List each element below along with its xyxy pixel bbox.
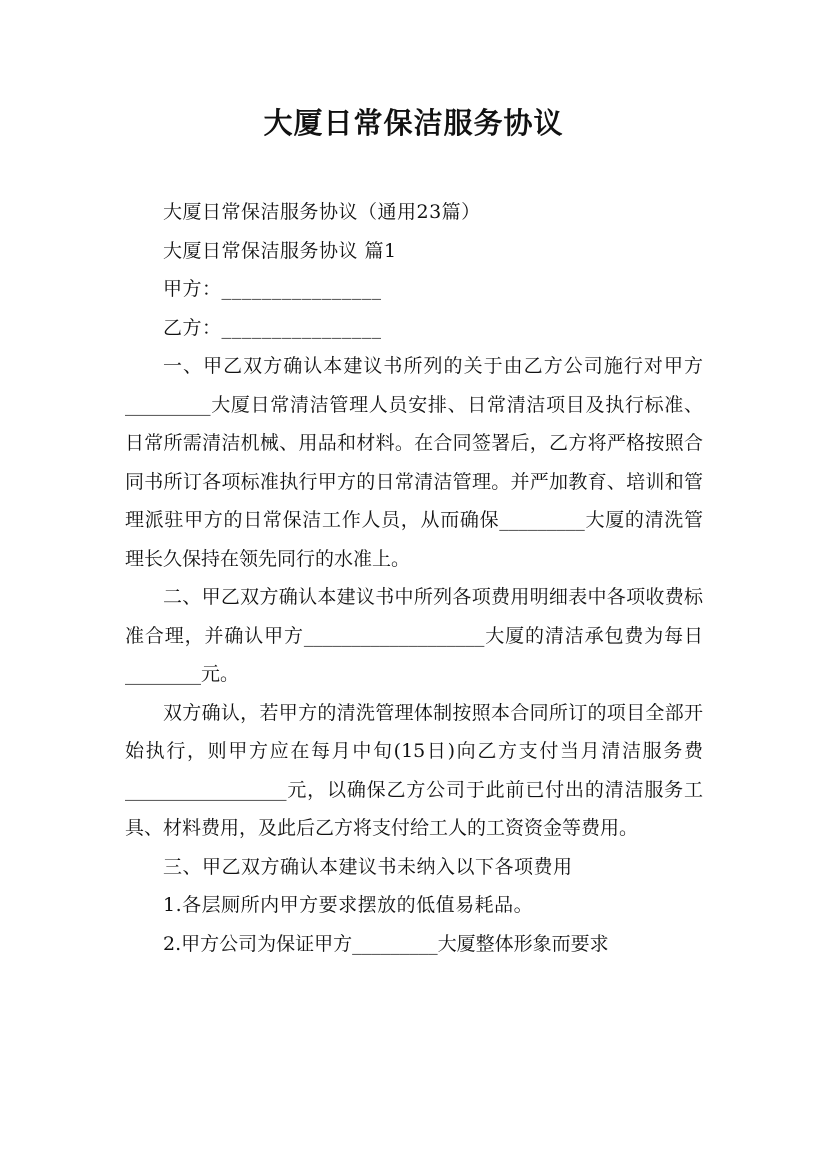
party-b-line: 乙方：________________ [163, 316, 382, 339]
payment-paragraph: 双方确认，若甲方的清洗管理体制按照本合同所订的项目全部开始执行，则甲方应在每月中旬(15日)向乙方支付当月清洁服务费_________________元，以确保乙方公司于此前已付出的清洁服务工具、材料费用，及此后乙方将支付给工人的工资资金等费用。 [125, 701, 703, 839]
section-heading: 大厦日常保洁服务协议 篇1 [163, 239, 397, 262]
clause-3-paragraph: 三、甲乙双方确认本建议书未纳入以下各项费用 [163, 855, 573, 878]
list-item-1: 1.各层厕所内甲方要求摆放的低值易耗品。 [163, 894, 534, 916]
document-body [125, 193, 703, 963]
subtitle-line: 大厦日常保洁服务协议（通用23篇） [163, 201, 481, 223]
clause-2-paragraph: 二、甲乙双方确认本建议书中所列各项费用明细表中各项收费标准合理，并确认甲方___________________大厦的清洁承包费为每日________元。 [125, 586, 703, 685]
clause-1-paragraph: 一、甲乙双方确认本建议书所列的关于由乙方公司施行对甲方_________大厦日常清洁管理人员安排、日常清洁项目及执行标准、日常所需清洁机械、用品和材料。在合同签署后，乙方将严格按照合同书所订各项标准执行甲方的日常清洁管理。并严加教育、培训和管理派驻甲方的日常保洁工作人员，从而确保_________大厦的清洗管理长久保持在领先同行的水准上。 [125, 355, 703, 570]
list-item-2: 2.甲方公司为保证甲方_________大厦整体形象而要求 [163, 932, 609, 955]
document-title: 大厦日常保洁服务协议 [263, 106, 564, 140]
party-a-line: 甲方：________________ [163, 278, 382, 300]
